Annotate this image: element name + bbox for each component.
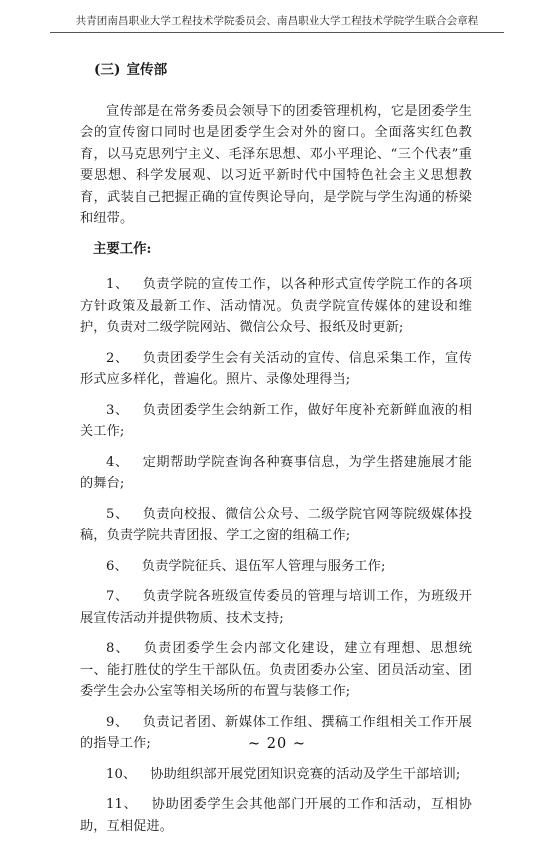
page-number: ~ 20 ~ (248, 736, 306, 752)
task-item (80, 274, 472, 339)
task-text: 负责学院各班级宣传委员的管理与培训工作，为班级开展宣传活动并提供物质、技术支持; (80, 589, 472, 626)
task-number: 8、 (106, 641, 130, 656)
task-item (80, 586, 472, 629)
running-header: 共青团南昌职业大学工程技术学院委员会、南昌职业大学工程技术学院学生联合会章程 (75, 15, 479, 27)
task-item (80, 794, 472, 837)
task-item (80, 452, 472, 495)
task-number: 10、 (106, 766, 137, 782)
task-number: 1、 (106, 277, 129, 292)
task-item (80, 400, 472, 443)
task-number: 3、 (106, 402, 129, 418)
task-text: 协助组织部开展党团知识竞赛的活动及学生干部培训; (150, 766, 461, 782)
task-number: 9、 (106, 714, 129, 730)
header-divider (50, 32, 504, 33)
task-text: 负责学院的宣传工作，以各种形式宣传学院工作的各项方针政策及最新工作、活动情况。负责学院宣传媒体的建设和维护，负责对二级学院网站、微信公众号、报纸及时更新; (80, 277, 472, 335)
task-text: 负责团委学生会内部文化建设，建立有理想、思想统一、能打胜仗的学生干部队伍。负责团委办公室、团员活动室、团委学生会办公室等相关场所的布置与装修工作; (80, 641, 472, 699)
section-heading (94, 60, 472, 82)
task-text: 协助团委学生会其他部门开展的工作和活动，互相协助，互相促进。 (80, 797, 472, 834)
page-content (80, 60, 472, 846)
task-list (80, 274, 472, 837)
task-text: 负责团委学生会纳新工作，做好年度补充新鲜血液的相关工作; (80, 402, 472, 439)
task-text: 负责记者团、新媒体工作组、撰稿工作组相关工作开展的指导工作; (80, 714, 472, 751)
task-item (80, 504, 472, 547)
task-number: 2、 (106, 350, 129, 366)
task-number: 11、 (106, 797, 138, 812)
tasks-heading: 主要工作: (93, 240, 152, 257)
task-text: 负责向校报、微信公众号、二级学院官网等院级媒体投稿，负责学院共青团报、学工之窗的组稿工作; (80, 506, 472, 543)
task-text: 负责团委学生会有关活动的宣传、信息采集工作，宣传形式应多样化，普遍化。照片、录像处理得当; (80, 350, 472, 387)
intro-paragraph: 宣传部是在常务委员会领导下的团委管理机构，它是团委学生会的宣传窗口同时也是团委学生会对外的窗口。全面落实红色教育，以马克思列宁主义、毛泽东思想、邓小平理论、“三个代表”重要思想、科学发展观、以习近平新时代中国特色社会主义思想教育，武装自己把握正确的宣传舆论导向，是学院与学生沟通的桥梁和纽带。 (80, 103, 472, 226)
section-number: (三) (94, 62, 121, 78)
task-item (80, 764, 472, 786)
task-item (80, 638, 472, 703)
section-title: 宣传部 (126, 62, 168, 78)
task-item (80, 348, 472, 391)
task-number: 7、 (106, 589, 129, 604)
task-text: 定期帮助学院查询各种赛事信息，为学生搭建施展才能的舞台; (80, 454, 472, 491)
task-number: 5、 (106, 506, 129, 522)
task-item (80, 556, 472, 578)
task-text: 负责学院征兵、退伍军人管理与服务工作; (141, 558, 386, 574)
task-number: 6、 (106, 558, 128, 574)
task-number: 4、 (106, 454, 129, 470)
